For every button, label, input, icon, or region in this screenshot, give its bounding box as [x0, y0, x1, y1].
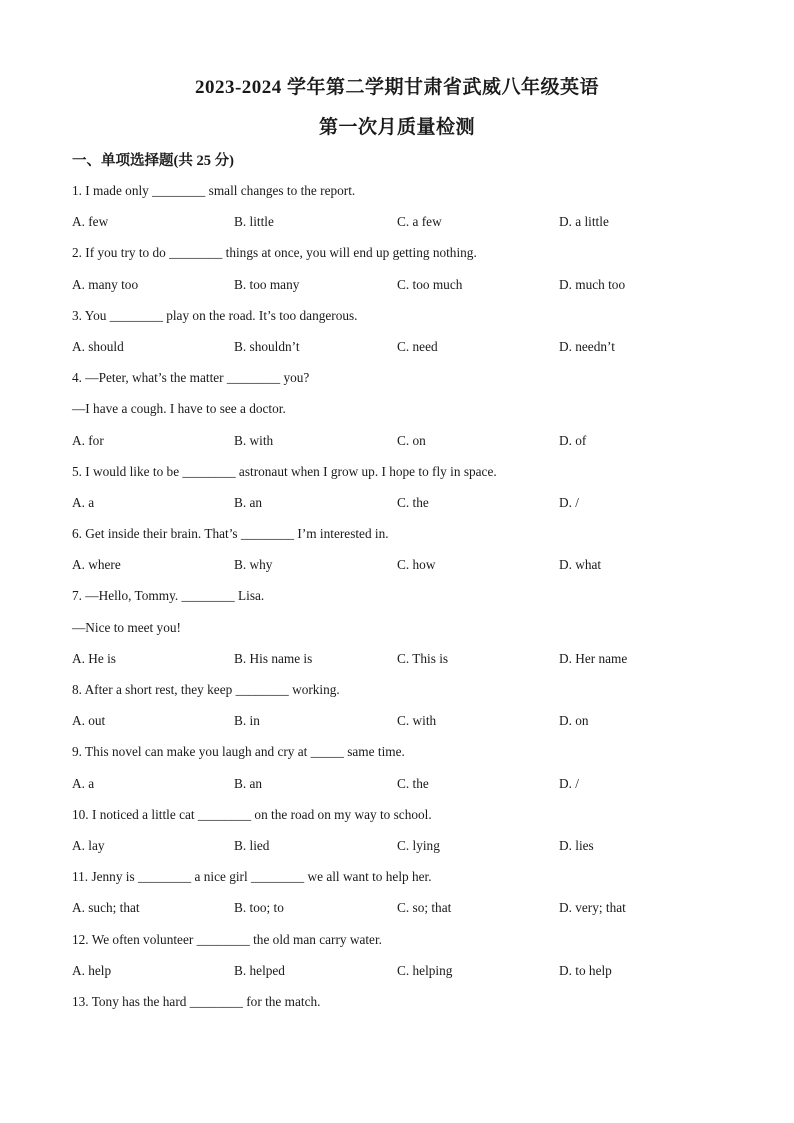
question-dialogue-line: —Nice to meet you! [72, 619, 181, 635]
answer-option: A. a [72, 494, 95, 510]
answer-options [72, 650, 732, 681]
answer-option: B. shouldn’t [234, 338, 300, 354]
answer-option: A. out [72, 713, 106, 729]
answer-option: A. He is [72, 650, 116, 666]
question-stem: 2. If you try to do ________ things at once, you will end up getting nothing. [72, 245, 477, 261]
question-stem: 9. This novel can make you laugh and cry at _____ same time. [72, 744, 405, 760]
answer-option: C. how [397, 557, 436, 573]
question-item [72, 931, 732, 993]
answer-options [72, 276, 732, 307]
answer-option: B. little [234, 214, 274, 230]
answer-option: D. / [559, 775, 579, 791]
answer-option: B. an [234, 775, 263, 791]
question-item [72, 806, 732, 868]
answer-option: C. need [397, 338, 438, 354]
answer-option: D. very; that [559, 900, 626, 916]
answer-option: C. on [397, 432, 426, 448]
answer-option: D. a little [559, 214, 609, 230]
answer-option: A. for [72, 432, 104, 448]
answer-option: B. in [234, 713, 260, 729]
question-list [72, 182, 732, 1024]
answer-options [72, 213, 732, 244]
answer-option: A. where [72, 557, 121, 573]
section-heading: 一、单项选择题(共 25 分) [72, 153, 234, 169]
question-stem: 13. Tony has the hard ________ for the match. [72, 993, 321, 1009]
answer-option: D. needn’t [559, 338, 615, 354]
answer-options [72, 899, 732, 930]
answer-option: C. with [397, 713, 437, 729]
answer-option: C. This is [397, 650, 449, 666]
answer-option: A. should [72, 338, 124, 354]
answer-option: D. of [559, 432, 587, 448]
answer-option: A. lay [72, 837, 105, 853]
answer-options [72, 962, 732, 993]
answer-option: A. a [72, 775, 95, 791]
question-item [72, 681, 732, 743]
answer-option: B. too; to [234, 900, 284, 916]
answer-option: B. with [234, 432, 274, 448]
answer-option: C. lying [397, 837, 440, 853]
answer-options [72, 775, 732, 806]
question-item [72, 993, 732, 1024]
document-title: 2023-2024 学年第二学期甘肃省武威八年级英语 [194, 77, 600, 98]
answer-option: D. Her name [559, 650, 628, 666]
answer-option: C. a few [397, 214, 442, 230]
answer-option: D. what [559, 557, 602, 573]
answer-options [72, 338, 732, 369]
question-item [72, 244, 732, 306]
answer-option: D. on [559, 713, 589, 729]
answer-option: D. much too [559, 276, 626, 292]
answer-option: C. helping [397, 962, 453, 978]
answer-option: B. why [234, 557, 273, 573]
question-stem: 5. I would like to be ________ astronaut when I grow up. I hope to fly in space. [72, 463, 497, 479]
answer-option: B. helped [234, 962, 285, 978]
question-stem: 1. I made only ________ small changes to the report. [72, 183, 356, 198]
question-stem: 7. —Hello, Tommy. ________ Lisa. [72, 588, 265, 604]
question-item [72, 868, 732, 930]
question-stem: 3. You ________ play on the road. It’s too dangerous. [72, 307, 358, 323]
answer-option: C. the [397, 494, 429, 510]
answer-options [72, 837, 732, 868]
question-stem: 10. I noticed a little cat ________ on the road on my way to school. [72, 806, 432, 822]
document-subtitle: 第一次月质量检测 [318, 117, 475, 138]
question-dialogue-line: —I have a cough. I have to see a doctor. [72, 401, 286, 417]
answer-option: B. His name is [234, 650, 313, 666]
answer-option: A. help [72, 962, 112, 978]
question-item [72, 525, 732, 587]
question-item [72, 587, 732, 681]
answer-option: B. an [234, 494, 263, 510]
question-item [72, 463, 732, 525]
question-item [72, 369, 732, 463]
answer-options [72, 494, 732, 525]
answer-option: D. / [559, 494, 579, 510]
question-item [72, 743, 732, 805]
question-stem: 11. Jenny is ________ a nice girl ________ we all want to help her. [72, 869, 432, 885]
answer-options [72, 712, 732, 743]
answer-options [72, 556, 732, 587]
question-item [72, 307, 732, 369]
question-stem: 12. We often volunteer ________ the old man carry water. [72, 931, 382, 947]
answer-option: B. too many [234, 276, 300, 292]
answer-option: A. such; that [72, 900, 140, 916]
question-item [72, 182, 732, 244]
answer-option: C. the [397, 775, 429, 791]
answer-option: B. lied [234, 837, 270, 853]
answer-option: C. too much [397, 276, 463, 292]
question-stem: 4. —Peter, what’s the matter ________ you? [72, 370, 310, 386]
answer-option: D. to help [559, 962, 612, 978]
answer-option: D. lies [559, 837, 594, 853]
answer-option: A. many too [72, 276, 139, 292]
answer-option: A. few [72, 214, 109, 230]
answer-option: C. so; that [397, 900, 452, 916]
question-stem: 8. After a short rest, they keep ________ working. [72, 682, 340, 697]
question-stem: 6. Get inside their brain. That’s ________ I’m interested in. [72, 526, 389, 542]
answer-options [72, 432, 732, 463]
